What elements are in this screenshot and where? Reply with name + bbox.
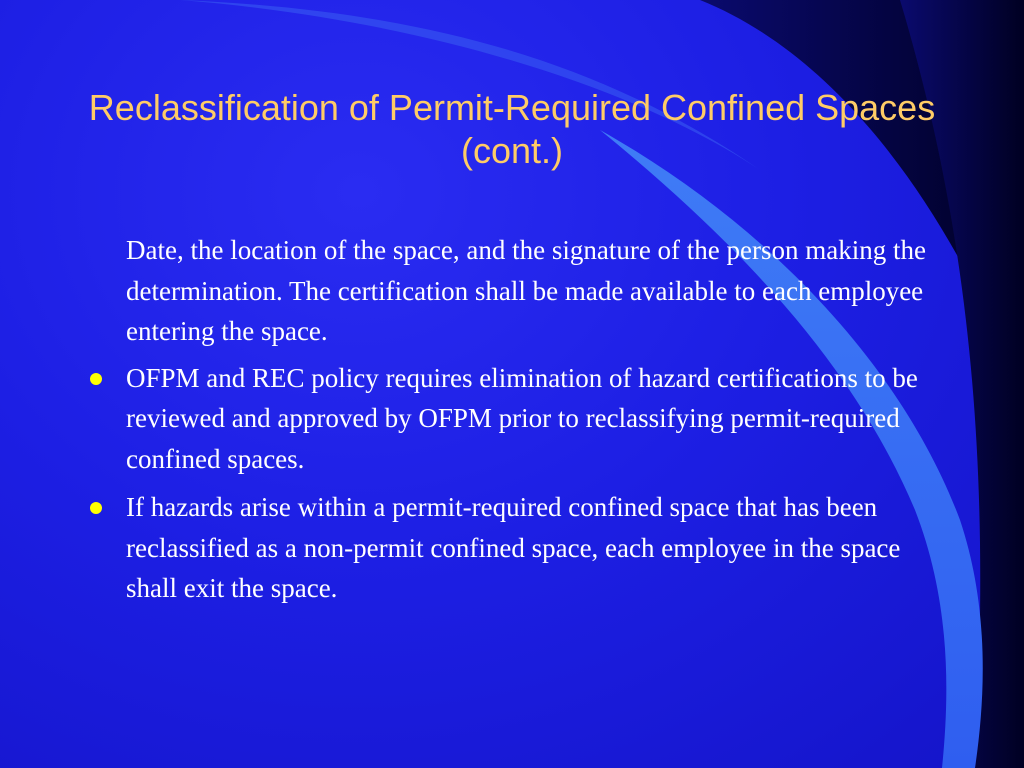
bullet-text: OFPM and REC policy requires elimination of hazard certifications to be reviewed and approved by OFPM prior to reclassifying permit-required confined spaces. bbox=[126, 362, 918, 474]
continuation-paragraph bbox=[86, 230, 946, 352]
bullet-item bbox=[86, 358, 946, 480]
bullet-item bbox=[86, 487, 946, 609]
slide-title: Reclassification of Permit-Required Confined Spaces (cont.) bbox=[88, 87, 936, 171]
bullet-dot-icon bbox=[90, 502, 102, 514]
bullet-dot-icon bbox=[90, 373, 102, 385]
paragraph-text: Date, the location of the space, and the signature of the person making the determination. The certification shall be made available to each employee entering the space. bbox=[126, 235, 926, 346]
slide-body bbox=[86, 230, 946, 617]
bullet-text: If hazards arise within a permit-required confined space that has been reclassified as a non-permit confined space, each employee in the space shall exit the space. bbox=[126, 492, 901, 603]
